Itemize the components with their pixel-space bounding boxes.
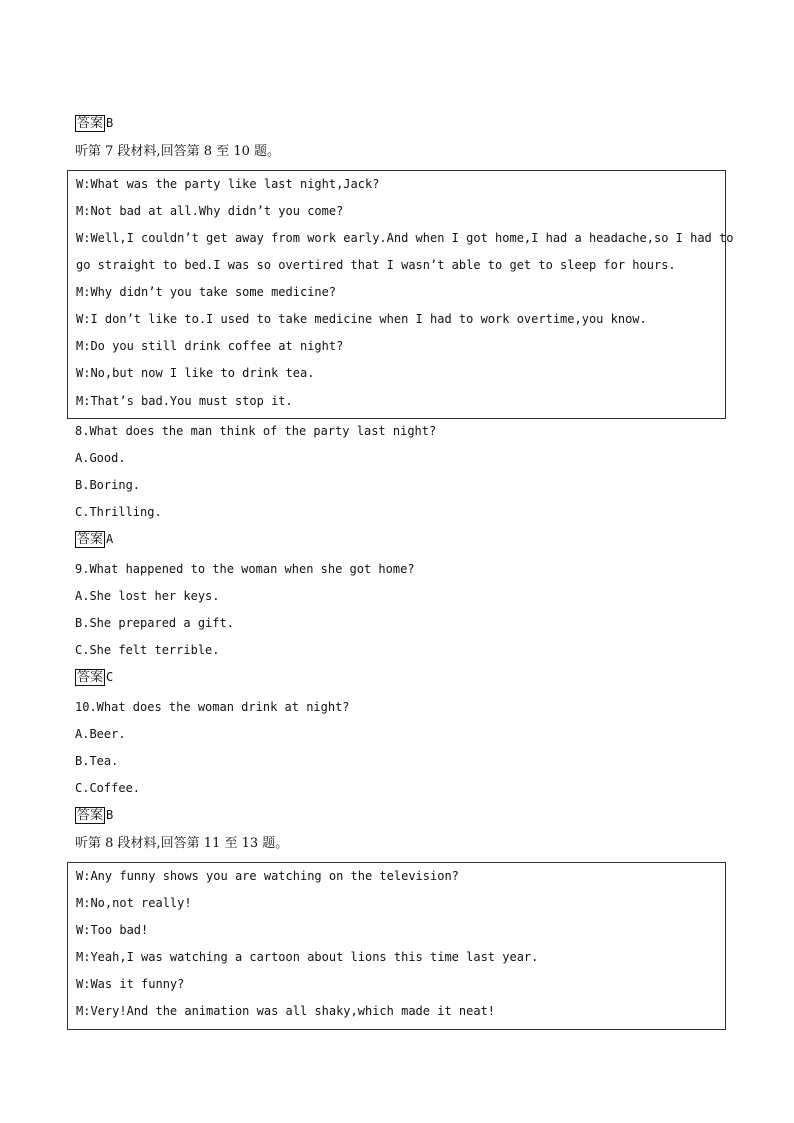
option-b: B.Tea. xyxy=(75,754,119,768)
answer-line xyxy=(75,531,113,548)
dialogue-line: W:Any funny shows you are watching on the television? xyxy=(76,869,459,883)
question-9: 9.What happened to the woman when she got home? xyxy=(75,562,415,576)
answer-tag: 答案 xyxy=(77,116,104,131)
dialogue-line: M:Do you still drink coffee at night? xyxy=(76,339,344,353)
dialogue-line: W:Too bad! xyxy=(76,923,149,937)
dialogue-line: W:What was the party like last night,Jack? xyxy=(76,177,380,191)
option-c: C.Thrilling. xyxy=(75,505,162,519)
question-10: 10.What does the woman drink at night? xyxy=(75,700,350,714)
option-b: B.She prepared a gift. xyxy=(75,616,234,630)
section-heading: 听第 8 段材料,回答第 11 至 13 题。 xyxy=(75,836,289,851)
option-a: A.She lost her keys. xyxy=(75,589,220,603)
answer-value: C xyxy=(106,670,114,684)
answer-value: B xyxy=(106,808,114,822)
dialogue-line: W:Was it funny? xyxy=(76,977,185,991)
dialogue-line: M:Not bad at all.Why didn’t you come? xyxy=(76,204,344,218)
answer-value: A xyxy=(106,532,114,546)
answer-line xyxy=(75,807,113,824)
dialogue-line: M:Why didn’t you take some medicine? xyxy=(76,285,337,299)
dialogue-line: M:No,not really! xyxy=(76,896,192,910)
dialogue-line: M:Very!And the animation was all shaky,which made it neat! xyxy=(76,1004,496,1018)
dialogue-line: M:That’s bad.You must stop it. xyxy=(76,394,293,408)
option-a: A.Beer. xyxy=(75,727,126,741)
dialogue-line: W:Well,I couldn’t get away from work early.And when I got home,I had a headache,so I had to xyxy=(76,231,734,245)
dialogue-line: M:Yeah,I was watching a cartoon about lions this time last year. xyxy=(76,950,539,964)
dialogue-line: W:I don’t like to.I used to take medicine when I had to work overtime,you know. xyxy=(76,312,647,326)
section-heading: 听第 7 段材料,回答第 8 至 10 题。 xyxy=(75,144,281,159)
answer-tag: 答案 xyxy=(77,532,104,547)
answer-tag: 答案 xyxy=(77,808,104,823)
answer-line xyxy=(75,115,113,132)
dialogue-box xyxy=(67,170,734,419)
option-b: B.Boring. xyxy=(75,478,141,492)
answer-value: B xyxy=(106,116,114,130)
option-c: C.Coffee. xyxy=(75,781,141,795)
option-c: C.She felt terrible. xyxy=(75,643,220,657)
option-a: A.Good. xyxy=(75,451,126,465)
question-8: 8.What does the man think of the party last night? xyxy=(75,424,437,438)
dialogue-line: W:No,but now I like to drink tea. xyxy=(76,366,315,380)
dialogue-box xyxy=(67,862,726,1030)
dialogue-line: go straight to bed.I was so overtired that I wasn’t able to get to sleep for hours. xyxy=(76,258,676,272)
answer-line xyxy=(75,669,113,686)
answer-tag: 答案 xyxy=(77,670,104,685)
